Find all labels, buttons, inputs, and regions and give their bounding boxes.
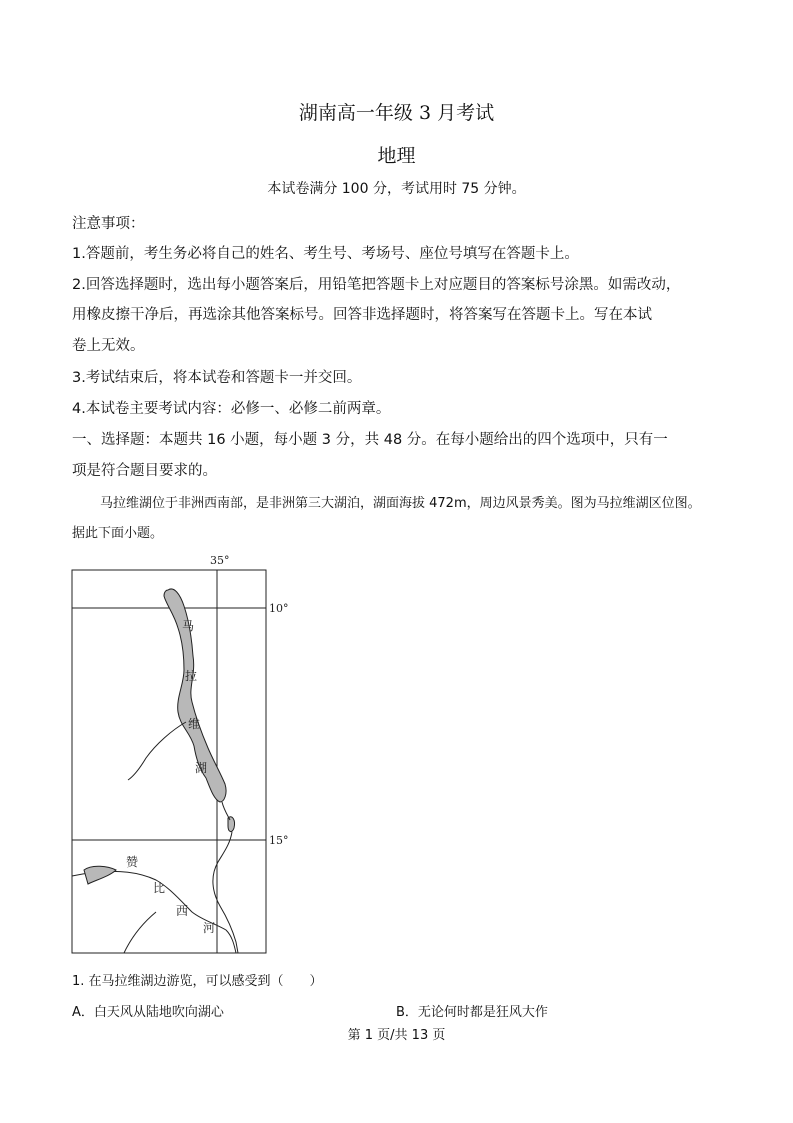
passage-line-1: 马拉维湖位于非洲西南部，是非洲第三大湖泊，湖面海拔 472m，周边风景秀美。图为马拉维湖区位图。 bbox=[100, 496, 701, 511]
question-1-option-a: A．白天风从陆地吹向湖心 bbox=[72, 1005, 224, 1020]
exam-title: 湖南高一年级 3 月考试 bbox=[298, 102, 495, 124]
river-outlet bbox=[222, 802, 230, 820]
zambezi-tributary bbox=[124, 912, 156, 953]
lat-label-15: 15° bbox=[269, 834, 289, 847]
lake-char-1: 马 bbox=[182, 619, 195, 633]
lake-char-3: 维 bbox=[188, 717, 201, 731]
page-footer: 第 1 页/共 13 页 bbox=[347, 1028, 446, 1043]
river-west-tributary bbox=[128, 722, 186, 780]
map-frame bbox=[72, 570, 266, 953]
note-item-2: 2.回答选择题时，选出每小题答案后，用铅笔把答题卡上对应题目的答案标号涂黑。如需改动， bbox=[72, 277, 681, 293]
note-item-2-cont: 用橡皮擦干净后，再选涂其他答案标号。回答非选择题时，将答案写在答题卡上。写在本试 bbox=[72, 307, 652, 323]
note-item-3: 3.考试结束后，将本试卷和答题卡一并交回。 bbox=[72, 370, 362, 386]
exam-info: 本试卷满分 100 分，考试用时 75 分钟。 bbox=[267, 181, 526, 197]
passage-line-2: 据此下面小题。 bbox=[72, 526, 164, 541]
river-char-4: 河 bbox=[203, 921, 216, 935]
lat-label-10: 10° bbox=[269, 602, 289, 615]
note-item-2-end: 卷上无效。 bbox=[72, 338, 145, 354]
note-item-4: 4.本试卷主要考试内容：必修一、必修二前两章。 bbox=[72, 401, 391, 417]
lon-label-35: 35° bbox=[210, 554, 230, 567]
question-1-stem: 1. 在马拉维湖边游览，可以感受到（ ） bbox=[72, 974, 323, 989]
river-char-1: 赞 bbox=[126, 855, 139, 869]
river-char-3: 西 bbox=[176, 904, 189, 918]
subject-title: 地理 bbox=[377, 145, 416, 167]
malawi-lake-map bbox=[60, 550, 300, 960]
lake-char-4: 湖 bbox=[195, 761, 208, 775]
section-heading-cont: 项是符合题目要求的。 bbox=[72, 463, 217, 479]
river-char-2: 比 bbox=[153, 881, 166, 895]
section-heading: 一、选择题：本题共 16 小题，每小题 3 分，共 48 分。在每小题给出的四个选项中，只有一 bbox=[72, 432, 668, 448]
note-item-1: 1.答题前，考生务必将自己的姓名、考生号、考场号、座位号填写在答题卡上。 bbox=[72, 246, 579, 262]
question-1-option-b: B．无论何时都是狂风大作 bbox=[396, 1005, 548, 1020]
notes-heading: 注意事项： bbox=[72, 216, 145, 232]
kariba-lake bbox=[84, 866, 116, 884]
lake-char-2: 拉 bbox=[185, 669, 198, 683]
